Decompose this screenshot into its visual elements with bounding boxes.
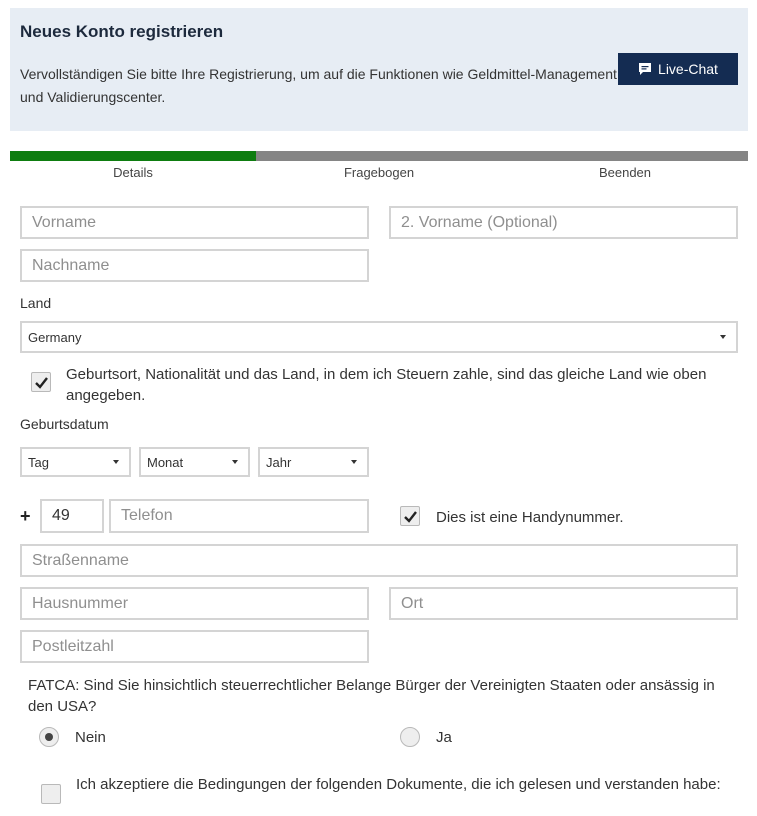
country-select[interactable] bbox=[20, 321, 738, 353]
postal-code-input[interactable] bbox=[20, 630, 369, 663]
chat-bubble-icon bbox=[638, 62, 652, 76]
city-input[interactable] bbox=[389, 587, 738, 620]
checkmark-icon bbox=[403, 509, 418, 524]
checkmark-icon bbox=[34, 375, 49, 390]
chevron-down-icon bbox=[351, 460, 357, 464]
phone-number-input[interactable] bbox=[109, 499, 369, 533]
birth-day-select[interactable] bbox=[20, 447, 131, 477]
street-input[interactable] bbox=[20, 544, 738, 577]
fatca-no-radio[interactable] bbox=[39, 727, 59, 747]
country-label: Land bbox=[20, 295, 52, 311]
fatca-yes-label: Ja bbox=[436, 729, 452, 746]
mobile-number-checkbox[interactable] bbox=[400, 506, 420, 526]
birth-year-select[interactable] bbox=[258, 447, 369, 477]
step-questionnaire: Fragebogen bbox=[343, 165, 415, 180]
first-name-input[interactable] bbox=[20, 206, 369, 239]
chevron-down-icon bbox=[113, 460, 119, 464]
phone-plus-sign: + bbox=[20, 506, 31, 526]
middle-name-input[interactable] bbox=[389, 206, 738, 239]
fatca-no-label: Nein bbox=[75, 729, 106, 746]
page-title: Neues Konto registrieren bbox=[20, 22, 224, 41]
phone-country-code-input[interactable] bbox=[40, 499, 104, 533]
terms-label: Ich akzeptiere die Bedingungen der folgenden Dokumente, die ich gelesen und verstanden habe: bbox=[76, 776, 721, 793]
birth-day-value: Tag bbox=[28, 454, 49, 470]
birth-month-select[interactable] bbox=[139, 447, 250, 477]
chevron-down-icon bbox=[720, 335, 726, 339]
radio-selected-dot bbox=[45, 733, 53, 741]
last-name-input[interactable] bbox=[20, 249, 369, 282]
house-number-input[interactable] bbox=[20, 587, 369, 620]
header-description: Vervollständigen Sie bitte Ihre Registrierung, um auf die Funktionen wie Geldmittel-Management und Validierungscenter. bbox=[20, 66, 617, 105]
same-country-checkbox[interactable] bbox=[31, 372, 51, 392]
fatca-question: FATCA: Sind Sie hinsichtlich steuerrechtlicher Belange Bürger der Vereinigten Staaten oder ansässig in den USA? bbox=[28, 677, 715, 715]
birthdate-label: Geburtsdatum bbox=[20, 416, 109, 432]
progress-bar-fill bbox=[10, 151, 256, 161]
registration-header bbox=[10, 8, 748, 131]
live-chat-label: Live-Chat bbox=[658, 61, 718, 77]
live-chat-button[interactable] bbox=[618, 53, 738, 85]
birth-month-value: Monat bbox=[147, 454, 184, 470]
same-country-label: Geburtsort, Nationalität und das Land, in dem ich Steuern zahle, sind das gleiche Land wie oben angegeben. bbox=[66, 366, 707, 404]
mobile-number-label: Dies ist eine Handynummer. bbox=[436, 509, 624, 526]
progress-bar bbox=[10, 151, 748, 161]
fatca-yes-radio[interactable] bbox=[400, 727, 420, 747]
country-value: Germany bbox=[28, 329, 82, 345]
terms-checkbox[interactable] bbox=[41, 784, 61, 804]
step-finish: Beenden bbox=[598, 165, 652, 180]
chevron-down-icon bbox=[232, 460, 238, 464]
birth-year-value: Jahr bbox=[266, 454, 292, 470]
step-details: Details bbox=[113, 165, 153, 180]
